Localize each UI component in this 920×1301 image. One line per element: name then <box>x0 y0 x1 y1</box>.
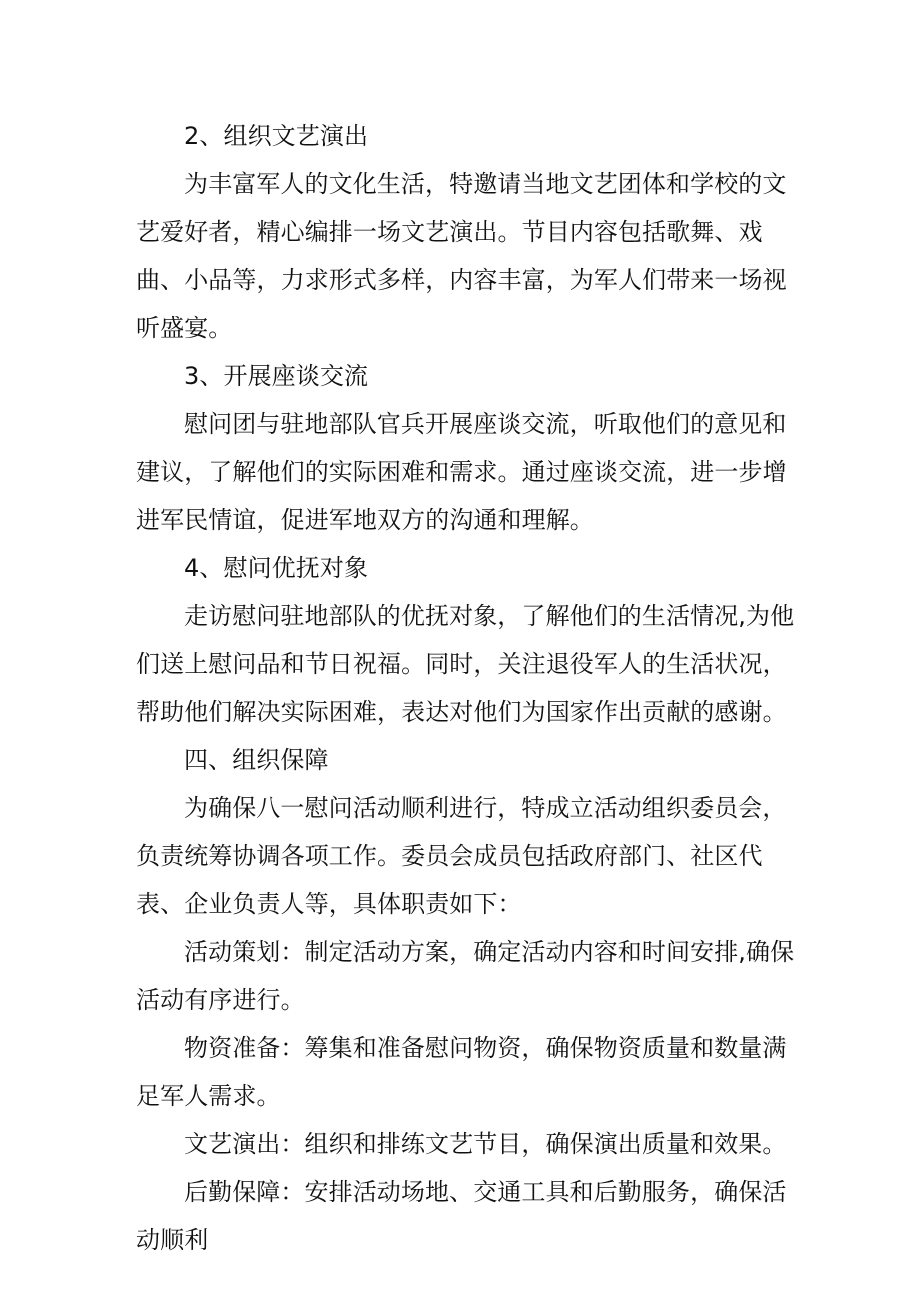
document-body <box>136 112 802 1264</box>
paragraph-discussion: 慰问团与驻地部队官兵开展座谈交流，听取他们的意见和建议，了解他们的实际困难和需求。通过座谈交流，进一步增进军民情谊，促进军地双方的沟通和理解。 <box>136 410 787 534</box>
paragraph-support-visits: 走访慰问驻地部队的优抚对象，了解他们的生活情况,为他们送上慰问品和节日祝福。同时，关注退役军人的生活状况，帮助他们解决实际困难，表达对他们为国家作出贡献的感谢。 <box>136 602 795 726</box>
paragraph-performance: 为丰富军人的文化生活，特邀请当地文艺团体和学校的文艺爱好者，精心编排一场文艺演出。节目内容包括歌舞、戏曲、小品等，力求形式多样，内容丰富，为军人们带来一场视听盛宴。 <box>136 170 787 342</box>
paragraph-materials: 物资准备：筹集和准备慰问物资，确保物资质量和数量满足军人需求。 <box>136 1034 787 1110</box>
paragraph-performance-duty: 文艺演出：组织和排练文艺节目，确保演出质量和效果。 <box>184 1130 787 1158</box>
paragraph-organization: 为确保八一慰问活动顺利进行，特成立活动组织委员会，负责统筹协调各项工作。委员会成员包括政府部门、社区代表、企业负责人等，具体职责如下： <box>136 794 787 918</box>
section-heading-performance: 2、组织文艺演出 <box>184 122 369 150</box>
section-heading-discussion: 3、开展座谈交流 <box>184 362 369 390</box>
paragraph-logistics: 后勤保障：安排活动场地、交通工具和后勤服务，确保活动顺利 <box>136 1178 787 1254</box>
section-heading-support-visits: 4、慰问优抚对象 <box>184 554 369 582</box>
section-heading-organization: 四、组织保障 <box>184 746 329 774</box>
paragraph-planning: 活动策划：制定活动方案，确定活动内容和时间安排,确保活动有序进行。 <box>136 938 795 1014</box>
